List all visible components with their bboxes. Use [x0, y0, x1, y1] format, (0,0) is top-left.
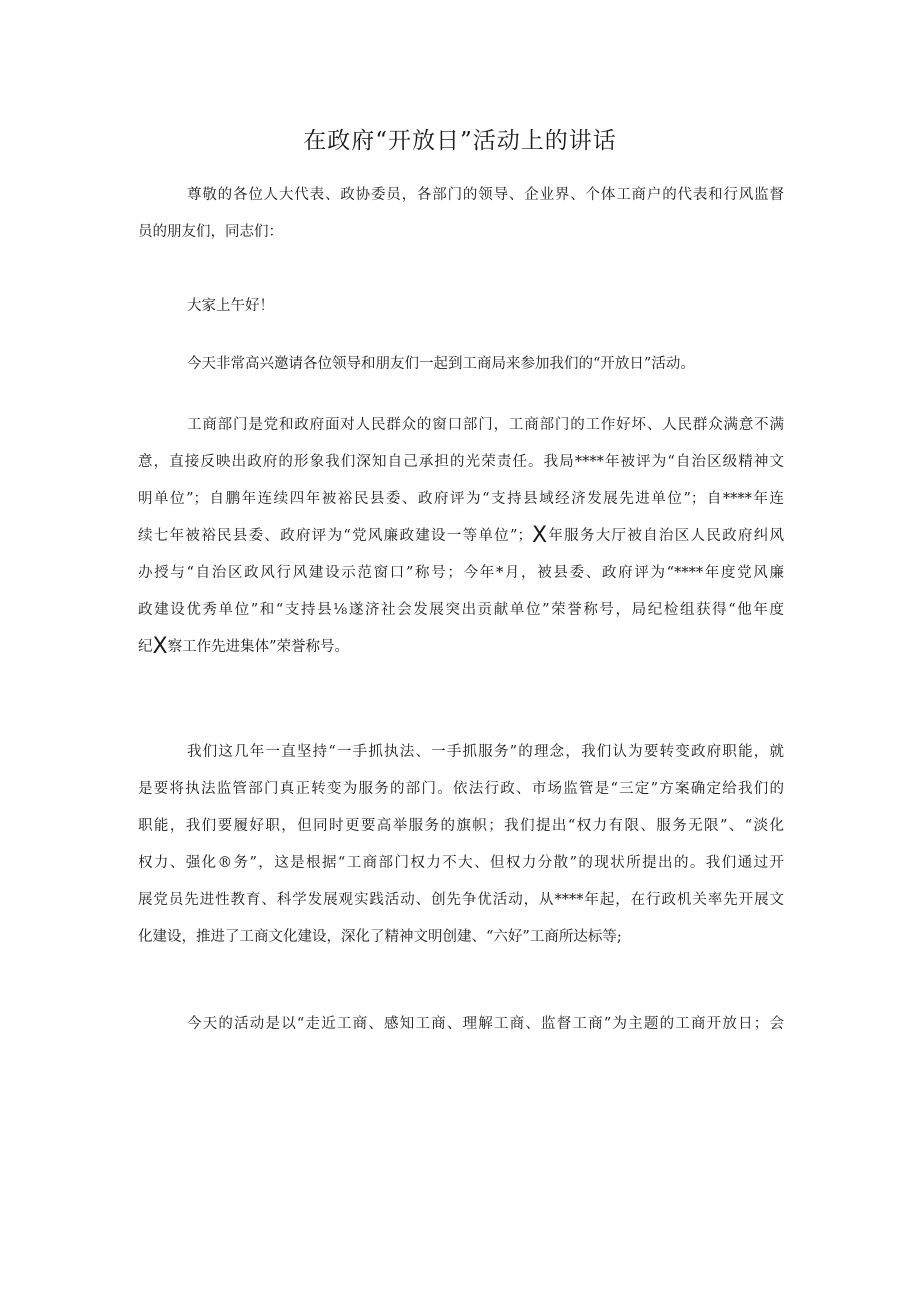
- salutation-paragraph: [138, 183, 784, 257]
- paragraph-text: 纪: [138, 639, 153, 655]
- large-x-glyph: X: [152, 635, 168, 659]
- paragraph-line: [138, 635, 784, 672]
- intro-paragraph: [138, 352, 784, 389]
- body-paragraph-3: [138, 1012, 784, 1049]
- paragraph-line: 今天的活动是以“走近工商、感知工商、理解工商、监督工商”为主题的工商开放日；会: [187, 1016, 784, 1032]
- greeting-paragraph: [138, 294, 784, 331]
- paragraph-line: 意，直接反映出政府的形象我们深知自己承担的光荣责任。我局****年被评为“自治区级精神文: [138, 454, 784, 470]
- document-title: 在政府“开放日”活动上的讲话: [303, 128, 617, 154]
- paragraph-line: 我们这几年一直坚持“一手抓执法、一手抓服务”的理念，我们认为要转变政府职能，就: [187, 744, 784, 760]
- paragraph-line: 明单位”；自鹏年连续四年被裕民县委、政府评为“支持县域经济发展先进单位”；自****年连: [138, 491, 784, 507]
- paragraph-text: 察工作先进集体”荣誉称号。: [167, 639, 349, 655]
- salutation-line: 尊敬的各位人大代表、政协委员，各部门的领导、企业界、个体工商户的代表和行风监督: [187, 187, 784, 203]
- greeting-line: 大家上午好！: [187, 298, 274, 314]
- paragraph-line: 政建设优秀单位”和“支持县⅛遂济社会发展突出贡献单位”荣誉称号，局纪检组获得“他年度: [138, 602, 784, 618]
- paragraph-line: 是要将执法监管部门真正转变为服务的部门。依法行政、市场监管是“三定”方案确定给我们的: [138, 781, 784, 797]
- paragraph-line: 展党员先进性教育、科学发展观实践活动、创先争优活动，从****年起，在行政机关率先开展文: [138, 892, 784, 908]
- intro-line: 今天非常高兴邀请各位领导和朋友们一起到工商局来参加我们的“开放日”活动。: [187, 356, 695, 372]
- paragraph-line: 工商部门是党和政府面对人民群众的窗口部门，工商部门的工作好坏、人民群众满意不满: [187, 417, 784, 433]
- paragraph-text: 年服务大厅被自治区人民政府纠风: [547, 528, 784, 544]
- body-paragraph-1: [138, 413, 784, 672]
- large-x-glyph: X: [531, 524, 548, 548]
- paragraph-line: 化建设，推进了工商文化建设，深化了精神文明创建、“六好”工商所达标等;: [138, 929, 622, 945]
- paragraph-line: 权力、强化®务”，这是根据“工商部门权力不大、但权力分散”的现状所提出的。我们通过开: [138, 855, 784, 871]
- paragraph-text: 续七年被裕民县委、政府评为“党风廉政建设一等单位”；: [138, 528, 532, 544]
- paragraph-line: 办授与“自治区政风行风建设示范窗口”称号；今年*月，被县委、政府评为“****年度党风廉: [138, 565, 784, 581]
- paragraph-line: [138, 524, 784, 561]
- body-paragraph-2: [138, 740, 784, 962]
- paragraph-line: 职能，我们要履好职，但同时更要高举服务的旗帜；我们提出“权力有限、服务无限”、“淡化: [138, 818, 784, 834]
- salutation-line: 员的朋友们，同志们：: [138, 224, 283, 240]
